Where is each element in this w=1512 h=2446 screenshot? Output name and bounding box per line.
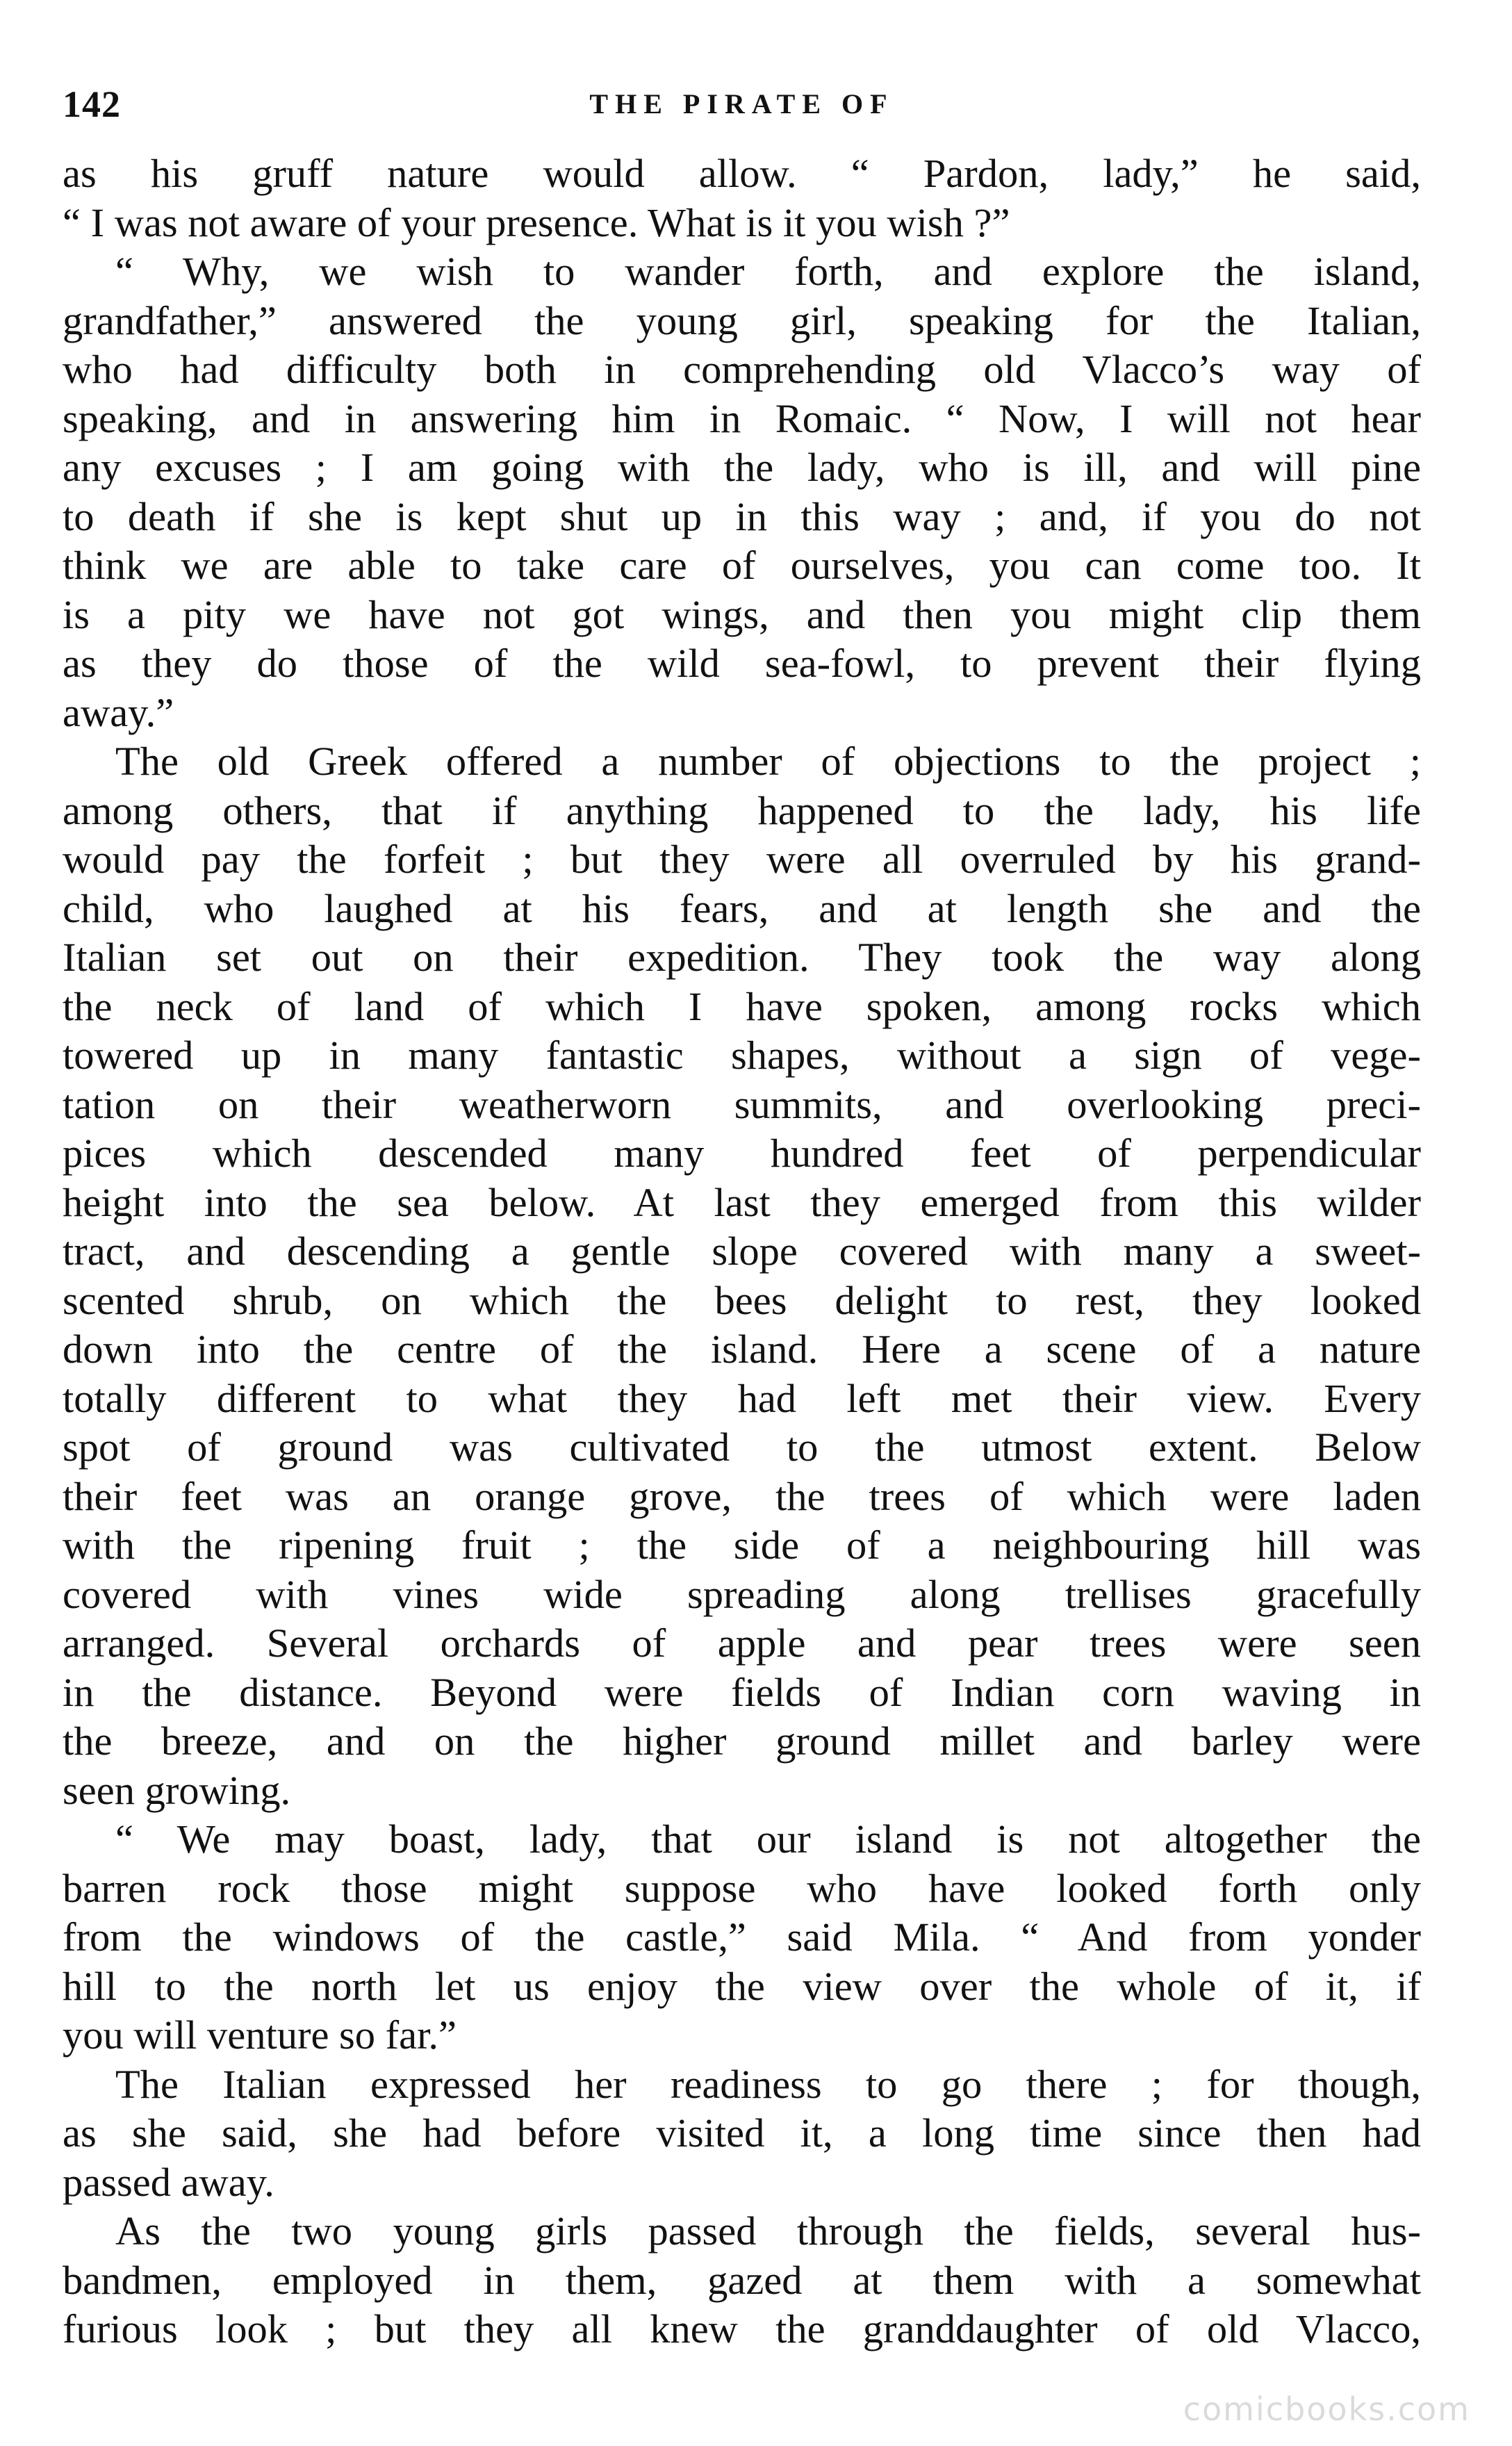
text-line: who had difficulty both in comprehending old Vlacco’s way of [63,347,1421,392]
text-line: away.” [63,689,174,735]
text-line: among others, that if anything happened to the lady, his life [63,787,1421,833]
text-line: passed away. [63,2159,274,2205]
text-line: is a pity we have not got wings, and then you might clip them [63,591,1421,637]
text-line: The old Greek offered a number of objections to the project ; [115,739,1421,784]
text-line: think we are able to take care of ourselves, you can come too. It [63,543,1421,588]
text-line: arranged. Several orchards of apple and pear trees were seen [63,1620,1421,1666]
text-line: tation on their weatherworn summits, and overlooking preci- [63,1081,1421,1127]
text-line: The Italian expressed her readiness to go there ; for though, [115,2061,1421,2107]
text-line: with the ripening fruit ; the side of a neighbouring hill was [63,1522,1421,1568]
text-line: scented shrub, on which the bees delight to rest, they looked [63,1277,1421,1323]
text-line: barren rock those might suppose who have looked forth only [63,1865,1421,1911]
watermark: comicbooks.com [1183,2390,1470,2428]
text-line: As the two young girls passed through the fields, several hus- [115,2208,1421,2254]
text-line: as they do those of the wild sea-fowl, to prevent their flying [63,641,1421,686]
text-line: as his gruff nature would allow. “ Pardon, lady,” he said, [63,151,1421,196]
text-line: grandfather,” answered the young girl, speaking for the Italian, [63,297,1421,343]
text-line: height into the sea below. At last they emerged from this wilder [63,1179,1421,1225]
text-line: spot of ground was cultivated to the utmost extent. Below [63,1425,1421,1470]
text-line: their feet was an orange grove, the trees of which were laden [63,1473,1421,1519]
text-line: would pay the forfeit ; but they were all overruled by his grand- [63,837,1421,882]
text-line: “ We may boast, lady, that our island is not altogether the [115,1816,1421,1862]
text-line: child, who laughed at his fears, and at length she and the [63,885,1421,931]
text-line: towered up in many fantastic shapes, without a sign of vege- [63,1033,1421,1078]
text-line: to death if she is kept shut up in this way ; and, if you do not [63,493,1421,539]
book-page [63,66,1421,2373]
text-line: in the distance. Beyond were fields of Indian corn waving in [63,1669,1421,1715]
text-line: tract, and descending a gentle slope covered with many a sweet- [63,1229,1421,1274]
text-line: totally different to what they had left met their view. Every [63,1375,1421,1421]
text-line: speaking, and in answering him in Romaic. “ Now, I will not hear [63,395,1421,441]
text-line: hill to the north let us enjoy the view over the whole of it, if [63,1963,1421,2009]
page-number: 142 [63,83,121,125]
text-line: Italian set out on their expedition. They took the way along [63,935,1421,980]
text-line: furious look ; but they all knew the granddaughter of old Vlacco, [63,2306,1421,2351]
text-line: you will venture so far.” [63,2012,457,2058]
text-line: “ I was not aware of your presence. What is it you wish ?” [63,199,1010,245]
text-line: any excuses ; I am going with the lady, who is ill, and will pine [63,445,1421,490]
text-line: the neck of land of which I have spoken, among rocks which [63,983,1421,1029]
text-line: covered with vines wide spreading along trellises gracefully [63,1571,1421,1617]
text-line: seen growing. [63,1767,291,1813]
text-line: as she said, she had before visited it, a long time since then had [63,2110,1421,2156]
text-line: down into the centre of the island. Here a scene of a nature [63,1327,1421,1372]
running-head: THE PIRATE OF [589,88,894,120]
text-line: bandmen, employed in them, gazed at them with a somewhat [63,2257,1421,2303]
text-line: the breeze, and on the higher ground millet and barley were [63,1718,1421,1764]
text-line: “ Why, we wish to wander forth, and explore the island, [115,249,1421,294]
text-line: pices which descended many hundred feet of perpendicular [63,1131,1421,1176]
body-text [63,149,1421,2354]
page-header [63,66,1421,142]
text-line: from the windows of the castle,” said Mila. “ And from yonder [63,1914,1421,1960]
